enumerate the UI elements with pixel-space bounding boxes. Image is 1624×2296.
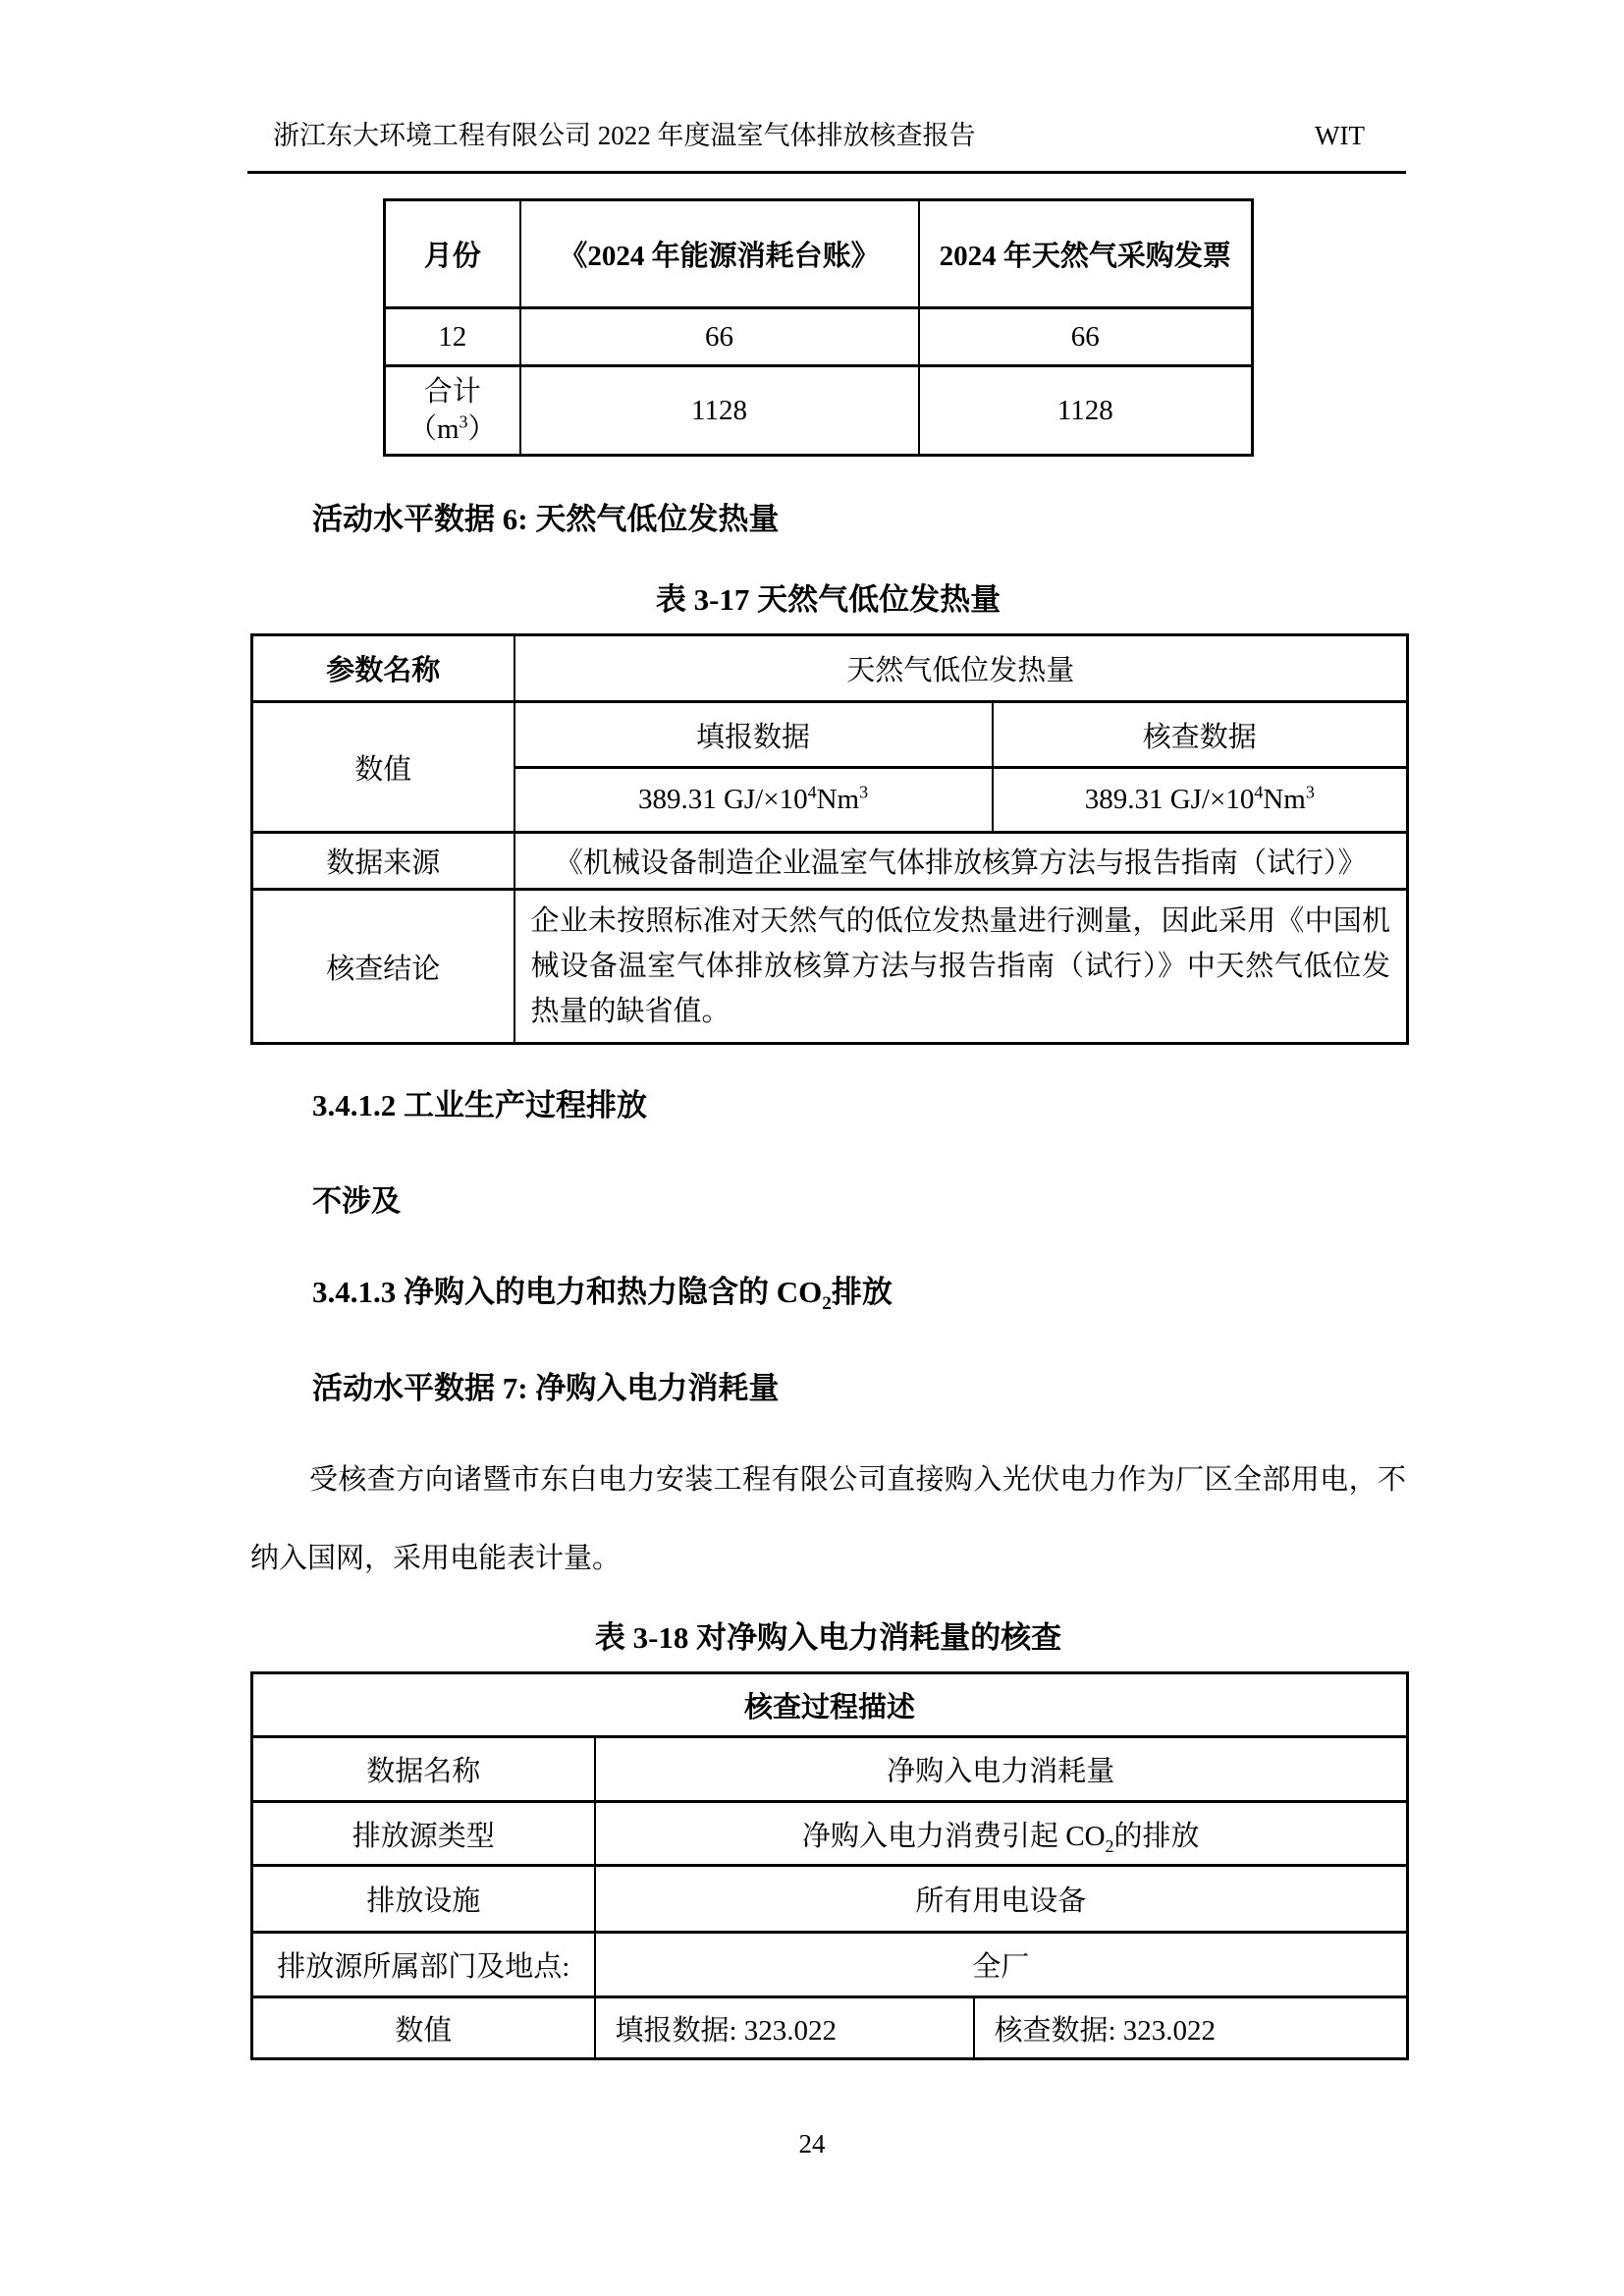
department-location-row bbox=[252, 1933, 1408, 1997]
month-cell: 12 bbox=[385, 308, 520, 366]
total-ledger-cell: 1128 bbox=[520, 366, 919, 456]
table-row-december bbox=[385, 308, 1253, 366]
col-header-invoice: 2024 年天然气采购发票 bbox=[919, 200, 1253, 308]
page-header bbox=[247, 120, 1406, 174]
data-source-row bbox=[252, 833, 1408, 890]
param-name-value: 天然气低位发热量 bbox=[514, 635, 1408, 702]
emission-source-type-value: 净购入电力消费引起 $CO_2$的排放 bbox=[595, 1802, 1408, 1866]
process-header-row bbox=[252, 1673, 1408, 1737]
table-3-18 bbox=[250, 1671, 1409, 2060]
page-number: 24 bbox=[798, 2129, 826, 2159]
department-location-label: 排放源所属部门及地点: bbox=[252, 1933, 595, 1997]
value-labels-row bbox=[252, 702, 1408, 768]
reported-data-label: 填报数据 bbox=[514, 702, 993, 768]
heading-activity-data-7: 活动水平数据 7: 净购入电力消耗量 bbox=[312, 1371, 780, 1405]
heading-3-4-1-2: 3.4.1.2 工业生产过程排放 bbox=[312, 1088, 647, 1122]
heading-activity-data-6: 活动水平数据 6: 天然气低位发热量 bbox=[312, 502, 780, 536]
data-name-label: 数据名称 bbox=[252, 1737, 595, 1802]
total-label-line1: 合计 bbox=[423, 376, 481, 408]
numeric-value-row bbox=[252, 1997, 1408, 2059]
data-name-row bbox=[252, 1737, 1408, 1802]
process-header: 核查过程描述 bbox=[252, 1673, 1408, 1737]
monthly-gas-table bbox=[383, 198, 1254, 457]
table-row-total bbox=[385, 366, 1253, 456]
verified-value: 389.31 $GJ/\times 10^4Nm^3$ bbox=[993, 768, 1408, 833]
table-3-17 bbox=[250, 633, 1409, 1045]
param-name-label: 参数名称 bbox=[252, 635, 514, 702]
reported-number: 填报数据: 323.022 bbox=[595, 1997, 974, 2059]
emission-source-type-label: 排放源类型 bbox=[252, 1802, 595, 1866]
col-header-ledger: 《2024 年能源消耗台账》 bbox=[520, 200, 919, 308]
table-3-18-title: 表 3-18 对净购入电力消耗量的核查 bbox=[594, 1620, 1062, 1655]
total-invoice-cell: 1128 bbox=[919, 366, 1253, 456]
data-name-value: 净购入电力消耗量 bbox=[595, 1737, 1408, 1802]
header-title: 浙江东大环境工程有限公司 2022 年度温室气体排放核查报告 bbox=[273, 121, 976, 150]
conclusion-row bbox=[252, 890, 1408, 1044]
verified-number: 核查数据: 323.022 bbox=[974, 1997, 1408, 2059]
ledger-cell: 66 bbox=[520, 308, 919, 366]
emission-facility-label: 排放设施 bbox=[252, 1866, 595, 1933]
header-logo-text: WIT bbox=[1315, 121, 1365, 150]
conclusion-value: 企业未按照标准对天然气的低位发热量进行测量，因此采用《中国机械设备温室气体排放核算方法与报告指南（试行）》中天然气低位发热量的缺省值。 bbox=[514, 890, 1408, 1044]
total-label-line2: $(m^3)$ bbox=[407, 411, 497, 445]
heading-3-4-1-3: 3.4.1.3 净购入的电力和热力隐含的 $CO_2$排放 bbox=[312, 1275, 893, 1315]
total-label-cell bbox=[385, 366, 520, 456]
param-name-row bbox=[252, 635, 1408, 702]
emission-source-type-row bbox=[252, 1802, 1408, 1866]
data-source-label: 数据来源 bbox=[252, 833, 514, 890]
body-paragraph: 受核查方向诸暨市东白电力安装工程有限公司直接购入光伏电力作为厂区全部用电，不纳入国网，采用电能表计量。 bbox=[250, 1464, 1406, 1574]
numeric-value-label: 数值 bbox=[252, 1997, 595, 2059]
conclusion-label: 核查结论 bbox=[252, 890, 514, 1044]
verified-data-label: 核查数据 bbox=[993, 702, 1408, 768]
emission-facility-value: 所有用电设备 bbox=[595, 1866, 1408, 1933]
col-header-month: 月份 bbox=[385, 200, 520, 308]
value-label: 数值 bbox=[252, 702, 514, 833]
emission-facility-row bbox=[252, 1866, 1408, 1933]
department-location-value: 全厂 bbox=[595, 1933, 1408, 1997]
invoice-cell: 66 bbox=[919, 308, 1253, 366]
not-involved-text: 不涉及 bbox=[312, 1185, 401, 1218]
reported-value: 389.31 $GJ/\times 10^4Nm^3$ bbox=[514, 768, 993, 833]
table-header-row bbox=[385, 200, 1253, 308]
table-3-17-title: 表 3-17 天然气低位发热量 bbox=[655, 582, 1001, 617]
data-source-value: 《机械设备制造企业温室气体排放核算方法与报告指南（试行）》 bbox=[514, 833, 1408, 890]
